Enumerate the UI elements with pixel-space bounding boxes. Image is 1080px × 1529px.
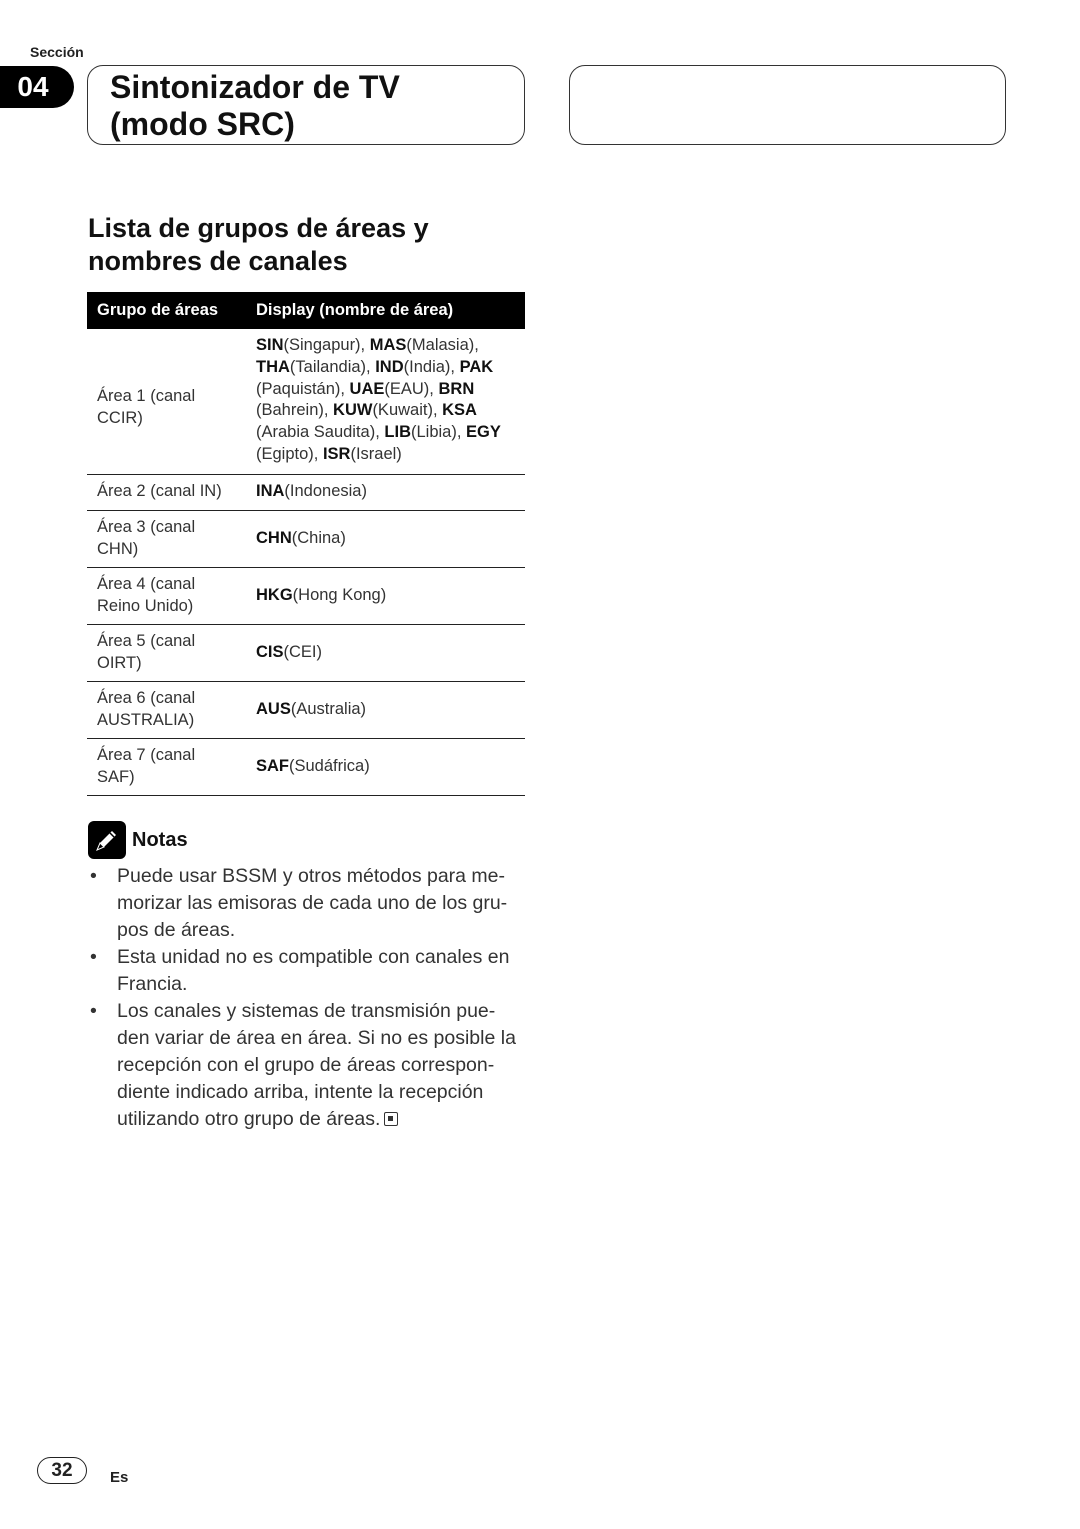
note-line <box>117 1025 528 1052</box>
area-name: (Bahrein), <box>256 401 334 420</box>
table-row <box>87 738 525 795</box>
area-code: HKG <box>256 585 293 604</box>
display-line <box>256 699 515 721</box>
note-item <box>88 863 528 944</box>
note-text: recepción con el grupo de áreas correspon- <box>117 1054 495 1076</box>
area-name: (Singapur), <box>283 336 370 354</box>
area-group-line: CCIR) <box>97 409 143 428</box>
area-code: PAK <box>459 357 494 376</box>
note-line <box>117 944 528 971</box>
page-number: 32 <box>37 1457 87 1484</box>
display-name-cell <box>246 624 525 681</box>
display-name-cell <box>246 681 525 738</box>
area-code: KUW <box>333 401 373 420</box>
area-group-cell <box>87 738 246 795</box>
area-group-line: Área 5 (canal <box>97 631 196 650</box>
area-code: BRN <box>438 379 475 398</box>
area-name: (Australia) <box>290 699 367 718</box>
table-row <box>87 624 525 681</box>
area-group-line: Área 1 (canal <box>97 387 196 406</box>
note-text: pos de áreas. <box>117 919 236 941</box>
display-line <box>256 422 515 444</box>
area-name: (Tailandia), <box>289 357 376 376</box>
area-group-line: Área 7 (canal <box>97 745 196 764</box>
notes-title: Notas <box>132 828 188 851</box>
display-line <box>256 379 515 401</box>
area-group-cell <box>87 567 246 624</box>
area-code: MAS <box>369 336 407 354</box>
area-name: (Egipto), <box>256 444 323 463</box>
area-name: (Kuwait), <box>372 401 443 420</box>
display-line <box>256 585 515 607</box>
display-name-cell <box>246 567 525 624</box>
area-group-line: Área 4 (canal <box>97 574 196 593</box>
note-item <box>88 998 528 1133</box>
area-group-cell <box>87 510 246 567</box>
area-code: ISR <box>322 444 351 463</box>
note-text: Los canales y sistemas de transmisión pue- <box>117 1000 496 1022</box>
display-line <box>256 444 515 466</box>
area-group-line: OIRT) <box>97 653 142 672</box>
section-heading-line: nombres de canales <box>88 246 348 276</box>
display-line <box>256 357 515 379</box>
section-number-badge: 04 <box>0 66 74 108</box>
display-line <box>256 642 515 664</box>
note-line <box>117 917 528 944</box>
note-item <box>88 944 528 998</box>
note-text: Puede usar BSSM y otros métodos para me- <box>117 865 506 887</box>
note-text: Esta unidad no es compatible con canales en <box>117 946 510 968</box>
language-label: Es <box>110 1469 129 1486</box>
area-group-line: Área 3 (canal <box>97 517 196 536</box>
area-group-table <box>87 292 525 796</box>
area-name: (Malasia), <box>406 336 479 354</box>
table-header-row <box>87 292 525 329</box>
area-code: LIB <box>384 423 411 442</box>
note-line <box>117 1079 528 1106</box>
note-text: diente indicado arriba, intente la recepción <box>117 1081 484 1103</box>
area-group-line: AUSTRALIA) <box>97 710 195 729</box>
area-name: (Arabia Saudita), <box>256 423 385 442</box>
note-line <box>117 998 528 1025</box>
area-code: EGY <box>466 423 501 442</box>
section-label: Sección <box>30 44 84 60</box>
area-code: INA <box>256 482 285 501</box>
table-row <box>87 567 525 624</box>
display-line <box>256 528 515 550</box>
display-line <box>256 335 515 357</box>
area-group-line: Área 6 (canal <box>97 688 196 707</box>
area-group-line: Área 2 (canal IN) <box>97 482 222 501</box>
section-heading <box>88 212 429 278</box>
area-code: CIS <box>256 642 284 661</box>
area-code: THA <box>256 357 290 376</box>
area-code: UAE <box>349 379 385 398</box>
table-body <box>87 329 525 795</box>
area-name: (Libia), <box>411 423 467 442</box>
area-name: (Israel) <box>350 444 402 463</box>
area-code: SIN <box>256 336 284 354</box>
column-header-area-group: Grupo de áreas <box>87 292 246 329</box>
chapter-title <box>110 69 400 143</box>
display-line <box>256 400 515 422</box>
table-row <box>87 329 525 474</box>
display-name-cell <box>246 738 525 795</box>
pencil-note-icon <box>88 821 126 859</box>
note-line <box>117 1052 528 1079</box>
area-name: (India), <box>403 357 460 376</box>
display-line <box>256 481 515 503</box>
area-group-cell <box>87 329 246 474</box>
note-line <box>117 971 528 998</box>
note-line <box>117 1106 528 1133</box>
chapter-title-line: Sintonizador de TV <box>110 69 400 105</box>
area-group-cell <box>87 474 246 510</box>
note-line <box>117 863 528 890</box>
note-line <box>117 890 528 917</box>
chapter-title-line: (modo SRC) <box>110 106 295 142</box>
table-row <box>87 474 525 510</box>
area-name: (CEI) <box>283 642 323 661</box>
area-name: (Hong Kong) <box>292 585 387 604</box>
notes-list <box>88 863 528 1133</box>
section-heading-line: Lista de grupos de áreas y <box>88 213 429 243</box>
area-code: CHN <box>256 528 292 547</box>
area-name: (China) <box>291 528 346 547</box>
area-group-cell <box>87 624 246 681</box>
note-text: morizar las emisoras de cada uno de los gru- <box>117 892 508 914</box>
area-name: (EAU), <box>384 379 439 398</box>
note-text: Francia. <box>117 973 188 995</box>
table-row <box>87 681 525 738</box>
area-code: AUS <box>256 699 291 718</box>
display-line <box>256 756 515 778</box>
area-group-line: SAF) <box>97 767 135 786</box>
area-group-line: CHN) <box>97 539 139 558</box>
note-text: utilizando otro grupo de áreas. <box>117 1108 381 1130</box>
area-code: IND <box>375 357 404 376</box>
area-group-cell <box>87 681 246 738</box>
area-name: (Sudáfrica) <box>289 756 370 775</box>
area-name: (Paquistán), <box>256 379 350 398</box>
area-code: KSA <box>442 401 477 420</box>
empty-title-frame <box>569 65 1006 145</box>
table-row <box>87 510 525 567</box>
display-name-cell <box>246 329 525 474</box>
note-text: den variar de área en área. Si no es posible la <box>117 1027 516 1049</box>
end-of-section-icon <box>384 1112 398 1126</box>
notes-header <box>88 821 188 859</box>
area-group-line: Reino Unido) <box>97 596 194 615</box>
area-name: (Indonesia) <box>284 482 367 501</box>
area-code: SAF <box>256 756 289 775</box>
display-name-cell <box>246 510 525 567</box>
column-header-display: Display (nombre de área) <box>246 292 525 329</box>
display-name-cell <box>246 474 525 510</box>
